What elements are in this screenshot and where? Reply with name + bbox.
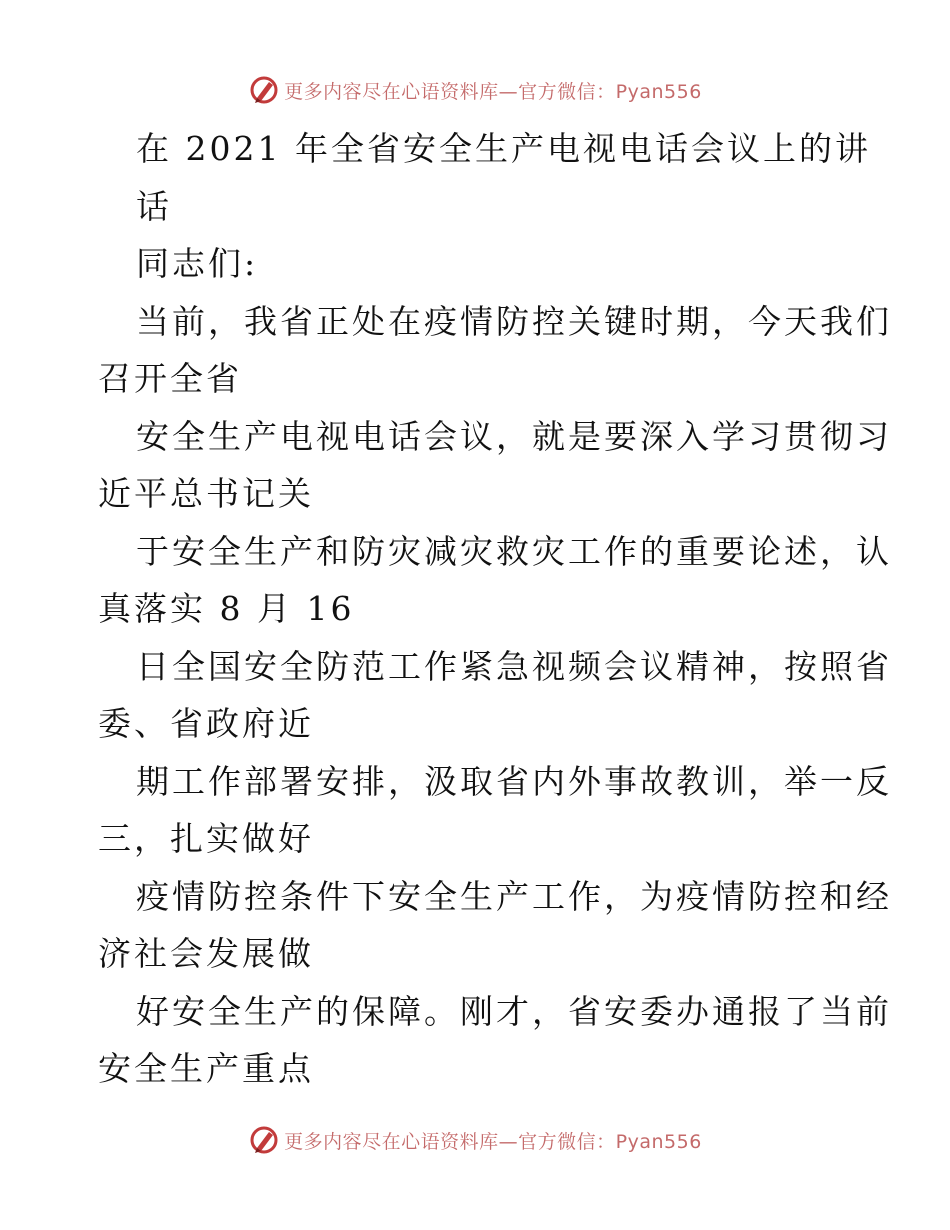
text-line: 近平总书记关 bbox=[98, 474, 314, 513]
text-line: 疫情防控条件下安全生产工作，为疫情防控和经 bbox=[136, 876, 892, 916]
text-line: 三，扎实做好 bbox=[98, 819, 314, 858]
text-line: 话 bbox=[136, 186, 172, 226]
text-line: 于安全生产和防灾减灾救灾工作的重要论述，认 bbox=[136, 531, 892, 571]
watermark-text: 更多内容尽在心语资料库—官方微信：Pyan556 bbox=[284, 80, 702, 103]
footer-watermark bbox=[0, 1120, 950, 1160]
document-body bbox=[98, 120, 892, 1098]
text-line: 当前，我省正处在疫情防控关键时期，今天我们 bbox=[136, 301, 892, 341]
text-line: 在 2021 年全省安全生产电视电话会议上的讲 bbox=[136, 129, 871, 168]
text-line: 委、省政府近 bbox=[98, 704, 314, 743]
text-line: 安全生产电视电话会议，就是要深入学习贯彻习 bbox=[136, 416, 892, 456]
text-line: 日全国安全防范工作紧急视频会议精神，按照省 bbox=[136, 646, 892, 686]
watermark-text: 更多内容尽在心语资料库—官方微信：Pyan556 bbox=[284, 1130, 702, 1153]
text-line: 好安全生产的保障。刚才，省安委办通报了当前 bbox=[136, 991, 892, 1031]
text-line: 济社会发展做 bbox=[98, 934, 314, 973]
pen-logo-icon bbox=[248, 1124, 280, 1156]
text-line: 同志们: bbox=[136, 244, 259, 283]
text-line: 期工作部署安排，汲取省内外事故教训，举一反 bbox=[136, 761, 892, 801]
text-line: 真落实 8 月 16 bbox=[98, 589, 355, 628]
text-line: 召开全省 bbox=[98, 359, 242, 398]
text-line: 安全生产重点 bbox=[98, 1049, 314, 1088]
header-watermark bbox=[0, 70, 950, 110]
pen-logo-icon bbox=[248, 74, 280, 106]
